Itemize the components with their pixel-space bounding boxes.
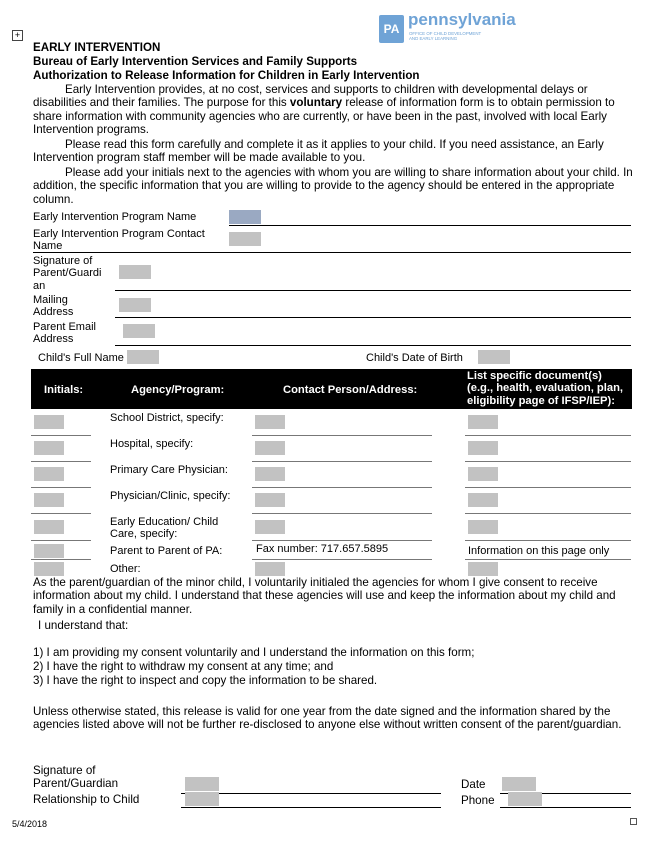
validity-paragraph: Unless otherwise stated, this release is valid for one year from the date signed and the information shared by the agencies listed above will not be further re-disclosed to anyone else without written consent of the parent/guardian. bbox=[33, 705, 622, 732]
child-dob-field[interactable] bbox=[478, 350, 510, 364]
initials-field[interactable] bbox=[34, 562, 64, 576]
date-label: Date bbox=[461, 778, 486, 791]
header-agency: Agency/Program: bbox=[131, 384, 225, 396]
row-divider bbox=[465, 559, 631, 560]
date-field[interactable] bbox=[502, 777, 536, 791]
row-divider bbox=[252, 461, 432, 462]
row-divider bbox=[252, 513, 432, 514]
relationship-field[interactable] bbox=[185, 792, 219, 806]
documents-field[interactable] bbox=[468, 415, 498, 429]
documents-field[interactable] bbox=[468, 562, 498, 576]
row-divider bbox=[252, 435, 432, 436]
row-divider bbox=[465, 540, 631, 541]
documents-field[interactable] bbox=[468, 493, 498, 507]
row-divider bbox=[252, 559, 432, 560]
pa-keystone-icon: PA bbox=[379, 15, 404, 43]
row-divider bbox=[465, 435, 631, 436]
row-divider bbox=[31, 513, 91, 514]
contact-field[interactable] bbox=[255, 520, 285, 534]
mailing-address-label: Mailing Address bbox=[33, 294, 74, 319]
program-name-line bbox=[229, 225, 631, 226]
row-divider bbox=[465, 513, 631, 514]
contact-field[interactable] bbox=[255, 493, 285, 507]
agency-label: School District, specify: bbox=[110, 412, 224, 424]
agency-label: Physician/Clinic, specify: bbox=[110, 490, 231, 502]
guardian-signature-label: Signature of Parent/Guardian bbox=[33, 764, 119, 791]
agency-label: Early Education/ Child Care, specify: bbox=[110, 516, 219, 541]
row-divider bbox=[31, 540, 91, 541]
child-name-label: Child's Full Name bbox=[38, 352, 124, 364]
logo-wordmark: pennsylvania bbox=[408, 10, 516, 29]
row-divider bbox=[31, 559, 91, 560]
consent-item-3: 3) I have the right to inspect and copy the information to be shared. bbox=[33, 674, 378, 687]
initials-field[interactable] bbox=[34, 441, 64, 455]
consent-paragraph: As the parent/guardian of the minor child, I voluntarily initialed the agencies for whom I give consent to receive information about my child. I understand that these agencies will use and keep the information about my child and family in a confidential manner. bbox=[33, 576, 616, 616]
contact-field[interactable] bbox=[255, 415, 285, 429]
form-title: Authorization to Release Information for Children in Early Intervention bbox=[33, 69, 420, 82]
initials-field[interactable] bbox=[34, 544, 64, 558]
row-divider bbox=[252, 487, 432, 488]
intro-paragraph-2: Please read this form carefully and complete it as it applies to your child. If you need assistance, an Early Intervention program staff member will be made available to you. bbox=[33, 138, 604, 165]
child-name-field[interactable] bbox=[127, 350, 159, 364]
initials-field[interactable] bbox=[34, 493, 64, 507]
fax-number: Fax number: 717.657.5895 bbox=[256, 543, 389, 555]
intro-text-a: Early Intervention provides, at no cost, services and supports to children with developmental delays or disabilities and their families. The purpose for this bbox=[33, 83, 588, 110]
program-contact-field[interactable] bbox=[229, 232, 261, 246]
revision-date: 5/4/2018 bbox=[12, 819, 48, 829]
row-divider bbox=[465, 461, 631, 462]
initials-field[interactable] bbox=[34, 415, 64, 429]
agency-label: Primary Care Physician: bbox=[110, 464, 228, 476]
parent-email-line bbox=[115, 345, 631, 346]
documents-field[interactable] bbox=[468, 520, 498, 534]
program-contact-label: Early Intervention Program Contact Name bbox=[33, 228, 205, 253]
parent-email-label: Parent Email Address bbox=[33, 321, 96, 346]
child-dob-label: Child's Date of Birth bbox=[366, 352, 463, 364]
parent-signature-field[interactable] bbox=[119, 265, 151, 279]
row-divider bbox=[31, 487, 91, 488]
intro-paragraph-1 bbox=[33, 83, 633, 137]
header-initials: Initials: bbox=[44, 384, 84, 396]
agency-label: Other: bbox=[110, 563, 141, 575]
logo-subtitle: OFFICE OF CHILD DEVELOPMENT AND EARLY LEARNING bbox=[409, 31, 482, 41]
program-name-label: Early Intervention Program Name bbox=[33, 211, 197, 223]
consent-item-2: 2) I have the right to withdraw my consent at any time; and bbox=[33, 660, 334, 673]
contact-field[interactable] bbox=[255, 467, 285, 481]
phone-field[interactable] bbox=[508, 792, 542, 806]
documents-field[interactable] bbox=[468, 441, 498, 455]
intro-text-b: release of information form is to obtain permission to share information with community agencies who are currently, or have been in the past, involved with local Early Intervention programs. bbox=[33, 96, 615, 137]
agency-label: Hospital, specify: bbox=[110, 438, 194, 450]
row-divider bbox=[31, 461, 91, 462]
corner-box-icon bbox=[630, 818, 637, 825]
parent-email-field[interactable] bbox=[123, 324, 155, 338]
phone-line bbox=[500, 807, 631, 808]
documents-field[interactable] bbox=[468, 467, 498, 481]
expand-icon[interactable]: + bbox=[12, 30, 23, 41]
row-divider bbox=[252, 540, 432, 541]
relationship-label: Relationship to Child bbox=[33, 793, 140, 806]
row-divider bbox=[465, 487, 631, 488]
program-contact-line bbox=[33, 252, 631, 253]
intro-paragraph-3: Please add your initials next to the agencies with whom you are willing to share information about your child. In addition, the specific information that you are willing to provide to the agency should be entered in the appropriate column. bbox=[33, 166, 633, 206]
contact-field[interactable] bbox=[255, 441, 285, 455]
parent-signature-label: Signature of Parent/Guardi an bbox=[33, 255, 102, 292]
agency-label: Parent to Parent of PA: bbox=[110, 545, 223, 557]
intro-bold: voluntary bbox=[289, 96, 343, 110]
understand-heading: I understand that: bbox=[38, 619, 129, 632]
documents-note: Information on this page only bbox=[468, 545, 610, 557]
guardian-signature-field[interactable] bbox=[185, 777, 219, 791]
contact-field[interactable] bbox=[255, 562, 285, 576]
program-name-field[interactable] bbox=[229, 210, 261, 224]
relationship-line bbox=[181, 807, 441, 808]
phone-label: Phone bbox=[461, 794, 495, 807]
mailing-address-line bbox=[115, 317, 631, 318]
bureau-title: Bureau of Early Intervention Services and Family Supports bbox=[33, 55, 358, 68]
consent-item-1: 1) I am providing my consent voluntarily and I understand the information on this form; bbox=[33, 646, 475, 659]
page-title: EARLY INTERVENTION bbox=[33, 41, 161, 54]
header-contact: Contact Person/Address: bbox=[283, 384, 418, 396]
parent-signature-line bbox=[115, 290, 631, 291]
mailing-address-field[interactable] bbox=[119, 298, 151, 312]
row-divider bbox=[31, 435, 91, 436]
header-documents: List specific document(s) (e.g., health, evaluation, plan, eligibility page of IFSP/IEP): bbox=[467, 370, 624, 407]
initials-field[interactable] bbox=[34, 467, 64, 481]
initials-field[interactable] bbox=[34, 520, 64, 534]
guardian-signature-line bbox=[181, 793, 441, 794]
